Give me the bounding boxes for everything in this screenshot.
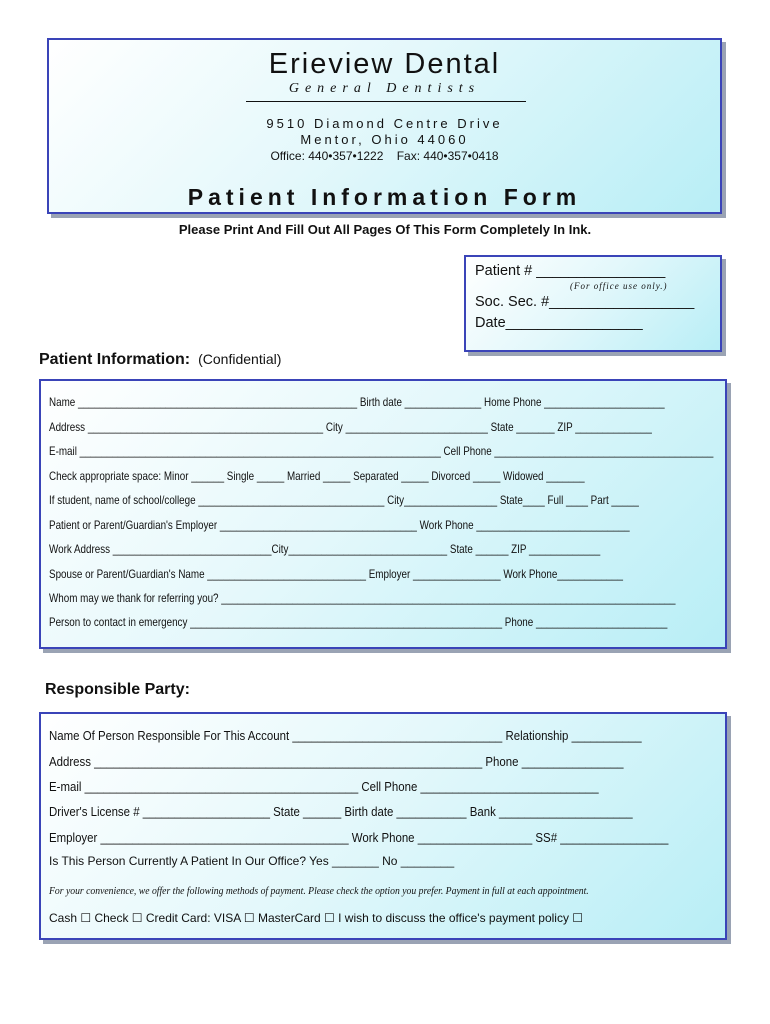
- payment-options-row[interactable]: Cash ☐ Check ☐ Credit Card: VISA ☐ MasterCard ☐ I wish to discuss the office's payment policy ☐: [49, 911, 584, 925]
- responsible-name-row[interactable]: Name Of Person Responsible For This Account _________________________________ Relationship ___________: [49, 728, 642, 743]
- school-row[interactable]: If student, name of school/college __________________________________ City_________________ State____ Full ____ Part _____: [49, 493, 639, 507]
- office-phones: Office: 440•357•1222 Fax: 440•357•0418: [270, 149, 499, 163]
- drivers-license-row[interactable]: Driver's License # ____________________ State ______ Birth date ___________ Bank _____________________: [49, 804, 633, 819]
- employer-row[interactable]: Patient or Parent/Guardian's Employer ____________________________________ Work Phone ____________________________: [49, 518, 630, 532]
- address-row[interactable]: Address ___________________________________________ City __________________________ State _______ ZIP ______________: [49, 420, 652, 434]
- header-divider: [246, 101, 526, 102]
- patient-number-field[interactable]: Patient # ________________: [475, 263, 666, 279]
- address-line-2: Mentor, Ohio 44060: [300, 132, 469, 147]
- practice-name: Erieview Dental: [268, 48, 501, 80]
- name-row[interactable]: Name ___________________________________________________ Birth date ______________ Home Phone ______________________: [49, 395, 665, 409]
- responsible-employer-row[interactable]: Employer _______________________________________ Work Phone __________________ SS# _________________: [49, 830, 669, 845]
- responsible-section-title: Responsible Party:: [45, 681, 190, 698]
- patient-section-subtitle: (Confidential): [198, 351, 282, 367]
- header-box: [47, 38, 722, 214]
- work-address-row[interactable]: Work Address _____________________________City_____________________________ State ______ ZIP _____________: [49, 542, 601, 556]
- patient-section-heading: [39, 351, 281, 369]
- responsible-address-row[interactable]: Address _____________________________________________________________ Phone ________________: [49, 754, 624, 769]
- referral-row[interactable]: Whom may we thank for referring you? ___________________________________________________________________________________: [49, 591, 676, 605]
- responsible-party-box: [39, 712, 727, 940]
- patient-section-title: Patient Information:: [39, 351, 191, 368]
- office-use-box: [464, 255, 722, 352]
- emergency-contact-row[interactable]: Person to contact in emergency _________________________________________________________ Phone ________________________: [49, 615, 668, 629]
- responsible-email-row[interactable]: E-mail ___________________________________________ Cell Phone ____________________________: [49, 779, 599, 794]
- address-line-1: 9510 Diamond Centre Drive: [266, 116, 503, 131]
- date-field[interactable]: Date_________________: [475, 315, 643, 331]
- instructions: Please Print And Fill Out All Pages Of This Form Completely In Ink.: [178, 222, 592, 237]
- email-row[interactable]: E-mail __________________________________________________________________ Cell Phone ________________________________________: [49, 444, 714, 458]
- payment-note: For your convenience, we offer the following methods of payment. Please check the option you prefer. Payment in full at each appointment.: [49, 885, 589, 897]
- patient-info-box: [39, 379, 727, 649]
- ssn-field[interactable]: Soc. Sec. #__________________: [475, 294, 695, 310]
- form-title: Patient Information Form: [187, 184, 582, 210]
- current-patient-row[interactable]: Is This Person Currently A Patient In Our Office? Yes _______ No ________: [49, 854, 455, 868]
- office-use-note: (For office use only.): [570, 281, 668, 291]
- marital-status-row[interactable]: Check appropriate space: Minor ______ Single _____ Married _____ Separated _____ Divorced _____ Widowed _______: [49, 469, 585, 483]
- practice-subtitle: General Dentists: [288, 81, 481, 96]
- spouse-row[interactable]: Spouse or Parent/Guardian's Name _____________________________ Employer ________________ Work Phone____________: [49, 567, 623, 581]
